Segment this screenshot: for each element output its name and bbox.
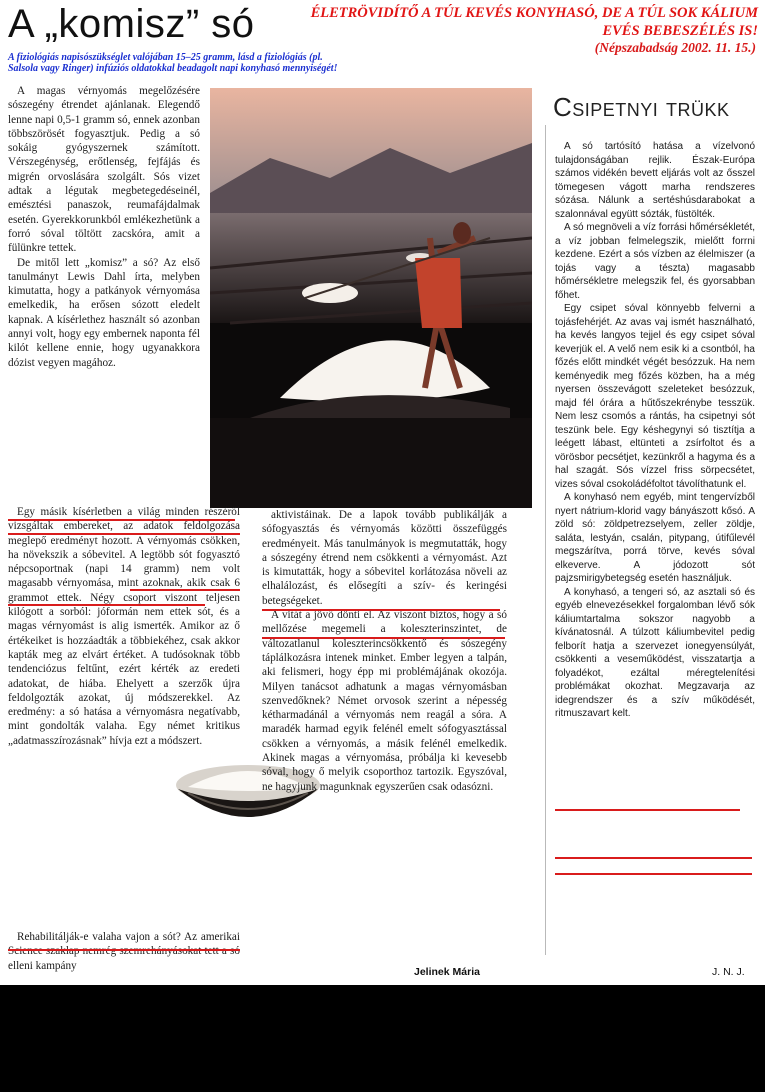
paragraph: Egy másik kísérletben a világ minden részéről vizsgáltak embereket, az adatok feldolgozása meglepő eredményt hozott. A vérnyomás csökken, ha növekszik a sóbevitel. A legtöbb sót fogyasztó népcsoportnak (napi 14 gramm) nem volt magasabb vérnyomása, mint azoknak, akik csak 6 grammot ettek. Négy csoport viszont teljesen kilógott a sorból: jóformán nem ettek sót, és a magas vérnyomást is alig ismerték. Amikor az ő értékeiket is hozzáadták a többiekéhez, csak akkor kapták meg az elvárt értéket. A tudósoknak több tendenciózus feltűnt, ezért kérték az eredeti adatokat, de hiába. Ehelyett a szerzők újra feldolgozták azokat, új módszerekkel. Az eredmény: a só hatása a vérnyomásra negatívabb, mint gondolták valaha. Egy német kritikus „adatmasszírozásnak” hívja ezt a módszert. — [8, 506, 240, 747]
blue-annotation: A fiziológiás napisószükséglet valójában 15–25 gramm, lásd a fiziológiás (pl. Salsola vagy Ringer) infúziós oldatokkal beadagolt napi konyhasó mennyiségét! — [8, 52, 338, 74]
sidebar-column — [555, 140, 755, 962]
article-column-1 — [8, 84, 200, 504]
paragraph: A vitát a jövő dönti el. Az viszont biztos, hogy a só mellőzése megemeli a koleszterinszintet, de változatlanul koleszterincsökkentő és sószegény táplálkozásra intenek minket. Ember legyen a talpán, aki felismeri, hogy épp mi problémájának okozója. Milyen tanácsot adhatunk a magas vérnyomásban szenvedőknek? Német orvosok szerint a népesség kétharmadánál a vérnyomás nem reagál a sóra. A maradék harmad egyik felénél emelt sófogyasztással csökken a vérnyomás, a másik felénél emelkedik. Akinek magas a vérnyomása, próbálja ki kevesebb sóval, hogy ő melyik csoporthoz tartozik. Egyszóval, ne hagyjunk magunknak egyszerűen csak odasózni. — [262, 609, 507, 793]
paragraph: Egy csipet sóval könnyebb felverni a tojásfehérjét. Az avas vaj ismét használható, ha kevés langyos tejjel és egy csipet sóval keverjük el. A velő nem esik ki a csontból, ha főzés előtt mindkét végét besózzuk. Ha nem keményedik meg főzés közben, ha a még nyersen összevágott szeleteket besózzuk, majd fél órára a hűtőszekrénybe tesszük. Nem lesz csomós a rántás, ha csipetnyi sót teszünk bele. Egy késhegynyi só tisztítja a leégett lábast, eltünteti a zsírfoltot és a vörösbor pecsétjet, kezünkről a hagyma és a hal szagát. Sós vízzel friss sörpecsétet, vizes sóval csokoládéfoltot távolíthatunk el. — [555, 303, 755, 490]
paragraph: A só tartósító hatása a vízelvonó tulajdonságában rejlik. Észak-Európa számos vidékén bevett eljárás volt az ősszel tömegesen vágott marha rendszeres sózása. Nálunk a sertéshúsdarabokat a szalonnával együtt sózták, füstölték. — [555, 141, 755, 220]
paragraph: Rehabilitálják-e valaha vajon a sót? Az amerikai Science szaklap nemrég szemrehányásokat tett a só elleni kampány — [8, 931, 240, 972]
salt-harvest-photo-illustration — [210, 88, 532, 508]
paragraph: A só megnöveli a víz forrási hőmérsékletét, a víz jobban felmelegszik, mielőtt forrni kezdene. Ezért a sós vízben az élelmiszer (a tojás vagy a tészta) magasabb hőmérsékletre melegszik fel, és gyorsabban főhet. — [555, 222, 755, 301]
salt-harvest-photo — [210, 88, 532, 508]
article-column-1-continued — [8, 505, 240, 753]
paragraph: De mitől lett „komisz” a só? Az első tanulmányt Lewis Dahl írta, melyben kimutatta, hogy a patkányok vérnyomása emelkedik, ha erősen sózott eledelt kapnak. A kísérlethez használt só azonban annyi volt, hogy egy embernek naponta fél kilót kellene ennie, hogy ugyanakkora dózist vegyen magához. — [8, 256, 200, 369]
article-title: A „komisz” só — [8, 2, 255, 46]
red-headline: ÉLETRÖVIDÍTŐ A TÚL KEVÉS KONYHASÓ, DE A TÚL SOK KÁLIUM EVÉS BEBESZÉLÉS IS! — [310, 5, 758, 39]
sidebar-signature: J. N. J. — [712, 966, 745, 978]
article-column-2 — [262, 508, 507, 963]
paragraph: aktivistáinak. De a lapok tovább publikálják a sófogyasztás és vérnyomás közötti összefüggés eredményeit. Más tanulmányok is megmutatták, hogy a sószegény étrend nem csökkenti a vérnyomást. Azt is kimutatták, hogy a sóbevitel korlátozása növeli az elhalálozást, és elősegíti a szív- és keringési betegségeket. — [262, 509, 507, 607]
sidebar-title: Csipetnyi trükk — [553, 92, 730, 122]
article-column-1-end — [8, 930, 240, 974]
author-name: Jelinek Mária — [414, 966, 480, 978]
paragraph: A konyhasó, a tengeri só, az asztali só és egyéb elnevezésekkel forgalomban lévő sók káliumtartalma sokszor nagyobb a kívánatosnál. A túlzott káliumbevitel pedig felborít hatja a szervezet ionegyensúlyát, csökkenti a veseműködést, visszatartja a folyadékot, ezáltal méregtelenítési problémákat okozhat. Megzavarja az idegrendszer és a szív működését, ritmuszavart kelt. — [555, 586, 755, 719]
paragraph: A magas vérnyomás megelőzésére sószegény étrendet ajánlanak. Elegendő lenne napi 0,5-1 gramm só, ennek azonban többszörösét fogyasztjuk. Pedig a só sokáig gyógyszernek számított. Vérszegénység, erőtlenség, fejfájás és migrén orvoslására szolgált. Sós vizet adtak a légutak megbetegedéseinél, emésztési panaszok, reumafájdalmak esetén. Gyerekkorunkból emlékezhetünk a forró sóval töltött zacskóra, amit a fülünkre tettek. — [8, 85, 200, 255]
column-divider — [545, 125, 546, 955]
paragraph: A konyhasó nem egyéb, mint tengervízből nyert nátrium-klorid vagy bányászott kősó. A zöld só: zöldpetrezselyem, zeller zöldje, saláta, lestyán, csalán, pitypang, útifűlevél megszárítva, porrá törve, kevés sóval elkeverve. A jódozott sót pajzsmirigybetegség esetén használjuk. — [555, 492, 755, 584]
source-citation: (Népszabadság 2002. 11. 15.) — [594, 40, 756, 55]
